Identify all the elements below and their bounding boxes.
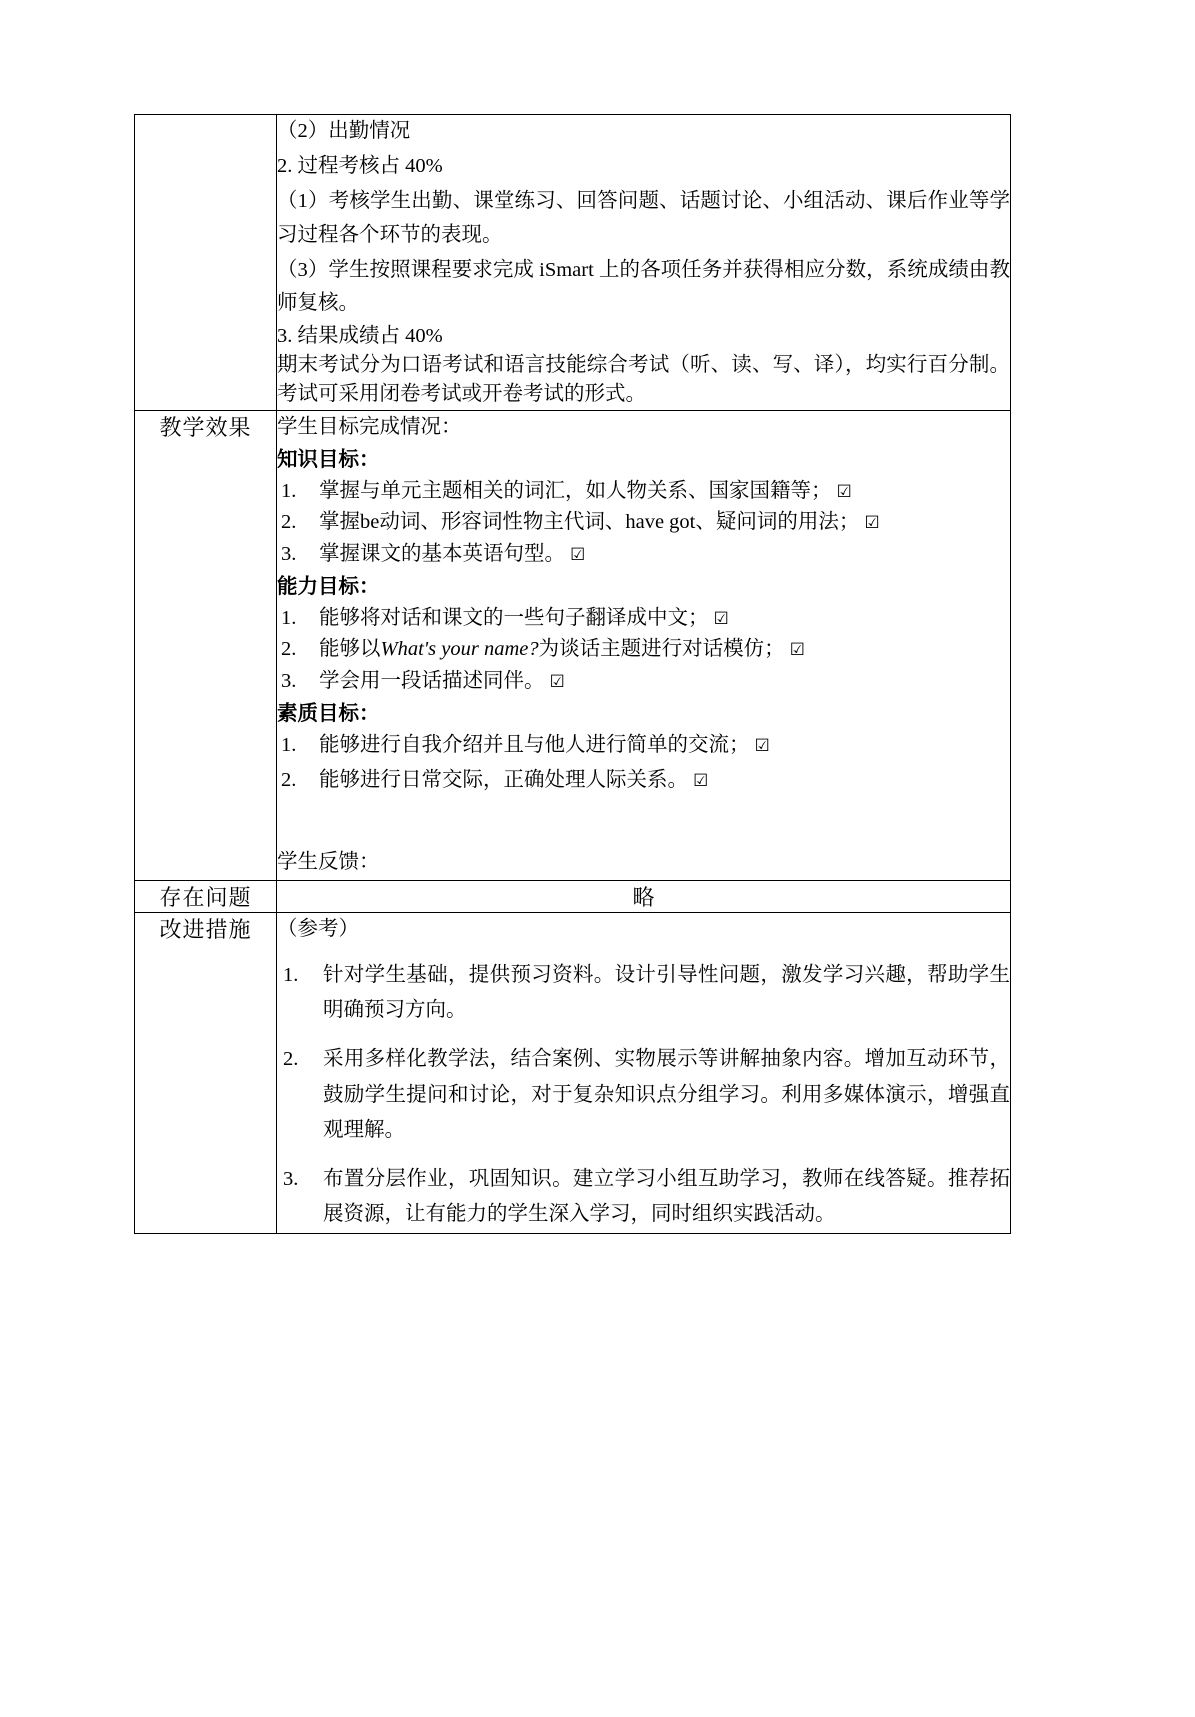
list-item xyxy=(277,603,1010,635)
item-text: 针对学生基础，提供预习资料。设计引导性问题，激发学习兴趣，帮助学生明确预习方向。 xyxy=(323,963,1010,1021)
row-label-existing-problems: 存在问题 xyxy=(135,880,277,912)
item-text: 掌握课文的基本英语句型。 xyxy=(319,543,565,566)
list-item xyxy=(277,1162,1010,1233)
item-number: 1. xyxy=(281,479,297,502)
teaching-effect-content xyxy=(277,410,1011,880)
existing-problems-value: 略 xyxy=(277,880,1011,912)
item-text-italic: What's your name? xyxy=(380,638,539,661)
assessment-line-6: 期末考试分为口语考试和语言技能综合考试（听、读、写、译），均实行百分制。考试可采用闭卷考试或开卷考试的形式。 xyxy=(277,354,1010,406)
list-item xyxy=(277,958,1010,1029)
item-text: 能够进行日常交际，正确处理人际关系。 xyxy=(319,769,688,792)
assessment-line-5: 3. 结果成绩占 40% xyxy=(277,325,443,348)
checkbox-checked-icon[interactable]: ☑ xyxy=(789,640,805,661)
knowledge-goal-list xyxy=(277,476,1010,571)
row-label-teaching-effect: 教学效果 xyxy=(135,410,277,880)
row-label-assessment xyxy=(135,115,277,411)
item-number: 1. xyxy=(281,733,297,756)
list-item xyxy=(277,1042,1010,1148)
row-label-improvement: 改进措施 xyxy=(135,912,277,1233)
item-text: 能够进行自我介绍并且与他人进行简单的交流； xyxy=(319,733,750,756)
item-text: 布置分层作业，巩固知识。建立学习小组互助学习，教师在线答疑。推荐拓展资源，让有能力的学生深入学习，同时组织实践活动。 xyxy=(323,1168,1010,1226)
table-row xyxy=(135,115,1011,411)
list-item xyxy=(277,539,1010,571)
table-row xyxy=(135,410,1011,880)
ability-goal-list xyxy=(277,603,1010,698)
list-item xyxy=(277,761,1010,800)
quality-goal-list xyxy=(277,730,1010,801)
improvement-list xyxy=(277,958,1010,1233)
item-number: 2. xyxy=(281,511,297,534)
checkbox-checked-icon[interactable]: ☑ xyxy=(693,771,709,792)
checkbox-checked-icon[interactable]: ☑ xyxy=(864,513,880,534)
assessment-line-4: （3）学生按照课程要求完成 iSmart 上的各项任务并获得相应分数，系统成绩由教师复核。 xyxy=(277,258,1010,315)
item-number: 3. xyxy=(283,1168,299,1190)
knowledge-goal-title: 知识目标： xyxy=(277,446,380,471)
improvement-content xyxy=(277,912,1011,1233)
item-number: 3. xyxy=(281,670,297,693)
list-item xyxy=(277,476,1010,508)
item-text: 掌握be动词、形容词性物主代词、have got、疑问词的用法； xyxy=(319,511,860,534)
spacer xyxy=(277,800,1010,846)
checkbox-checked-icon[interactable]: ☑ xyxy=(570,545,586,566)
ability-goal-title: 能力目标： xyxy=(277,573,380,598)
assessment-line-1: （2）出勤情况 xyxy=(277,120,411,142)
list-item xyxy=(277,507,1010,539)
item-text-suffix: 为谈话主题进行对话模仿； xyxy=(538,638,785,661)
quality-goal-title: 素质目标： xyxy=(277,700,380,725)
assessment-line-2: 2. 过程考核占 40% xyxy=(277,155,443,178)
checkbox-checked-icon[interactable]: ☑ xyxy=(713,608,729,629)
item-number: 2. xyxy=(283,1048,299,1071)
list-item xyxy=(277,666,1010,698)
item-number: 2. xyxy=(281,638,297,661)
item-text: 能够将对话和课文的一些句子翻译成中文； xyxy=(319,606,709,629)
goal-completion-title: 学生目标完成情况： xyxy=(277,415,462,438)
item-number: 1. xyxy=(283,963,299,986)
item-text: 学会用一段话描述同伴。 xyxy=(319,670,545,693)
item-number: 3. xyxy=(281,543,297,566)
item-number: 2. xyxy=(281,769,297,792)
list-item xyxy=(277,634,1010,666)
assessment-content xyxy=(277,115,1011,411)
assessment-line-3: （1）考核学生出勤、课堂练习、回答问题、话题讨论、小组活动、课后作业等学习过程各个环节的表现。 xyxy=(277,190,1010,246)
list-item xyxy=(277,730,1010,762)
table-row xyxy=(135,912,1011,1233)
lesson-plan-table xyxy=(134,114,1011,1234)
student-feedback-title: 学生反馈： xyxy=(277,851,380,874)
item-text-prefix: 能够以 xyxy=(319,638,381,661)
table-row xyxy=(135,880,1011,912)
item-number: 1. xyxy=(281,606,297,629)
item-text: 掌握与单元主题相关的词汇，如人物关系、国家国籍等； xyxy=(319,479,832,502)
reference-note: （参考） xyxy=(277,917,359,940)
checkbox-checked-icon[interactable]: ☑ xyxy=(836,481,852,502)
checkbox-checked-icon[interactable]: ☑ xyxy=(549,672,565,693)
checkbox-checked-icon[interactable]: ☑ xyxy=(754,735,770,756)
item-text: 采用多样化教学法，结合案例、实物展示等讲解抽象内容。增加互动环节，鼓励学生提问和讨论，对于复杂知识点分组学习。利用多媒体演示，增强直观理解。 xyxy=(323,1048,1010,1141)
